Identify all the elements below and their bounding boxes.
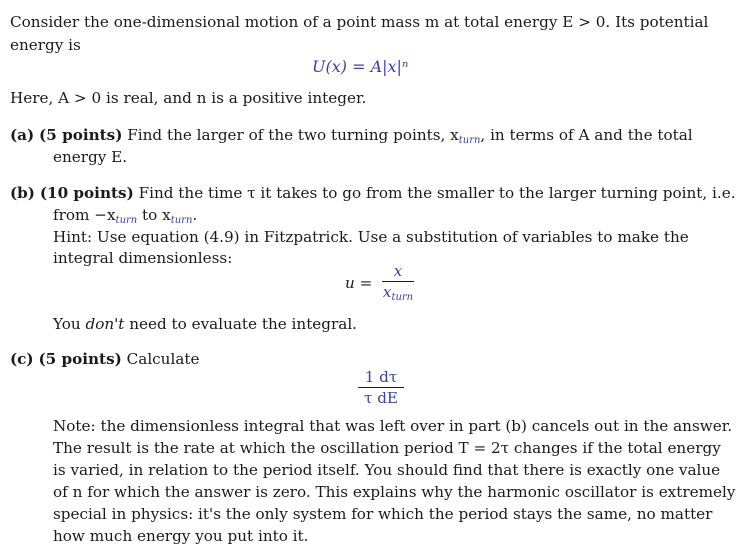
part-a-text-1b: , in terms of A and the total: [480, 126, 693, 144]
part-a-sub: turn: [458, 135, 481, 146]
u-fraction: [382, 262, 414, 307]
part-c-note-line-4: [53, 482, 736, 502]
part-b-note-b: need to evaluate the integral.: [124, 315, 358, 333]
part-c-note-line-2: [53, 438, 721, 458]
intro-text-2: energy is: [10, 36, 81, 54]
part-b-text-2b: to x: [137, 206, 171, 224]
u-equation-lhs-text: u =: [345, 274, 373, 292]
part-a-text-2: energy E.: [53, 148, 128, 166]
part-b-text-1: Find the time τ it takes to go from the smaller to the larger turning point, i.e.: [138, 184, 736, 202]
intro-line-2: [10, 35, 81, 55]
c-fraction-numerator: 1 dτ: [364, 368, 398, 386]
c-fraction-denominator: τ dE: [363, 389, 399, 407]
part-c-note-text-5: special in physics: it's the only system for which the period stays the same, no matter: [53, 505, 713, 523]
part-b-line-1: [10, 183, 736, 203]
part-b-text-2a: from −x: [53, 206, 116, 224]
part-b-note-a: You: [53, 315, 86, 333]
part-b-label: (b): [10, 184, 35, 202]
part-c-note-text-2: The result is the rate at which the oscillation period T = 2τ changes if the total energy: [53, 439, 721, 457]
part-b-sub-2: turn: [170, 215, 193, 226]
part-a-label: (a): [10, 126, 35, 144]
part-b-text-2c: .: [192, 206, 198, 224]
part-b-sub-1: turn: [115, 215, 138, 226]
u-fraction-denominator: [382, 283, 414, 307]
part-c-note-text-1: Note: the dimensionless integral that was left over in part (b) cancels out in the answer.: [53, 417, 733, 435]
part-b-hint-1: [53, 227, 689, 247]
part-b-points: (10 points): [39, 184, 134, 202]
u-fraction-numerator: x: [393, 262, 403, 280]
part-b-hint-text-2: integral dimensionless:: [53, 249, 233, 267]
part-c-line-1: [10, 349, 199, 369]
part-c-points: (5 points): [38, 350, 122, 368]
c-fraction: [358, 368, 404, 407]
part-c-note-line-5: [53, 504, 711, 524]
part-b-hint-2: [53, 248, 232, 268]
part-b-hint-text-1: Hint: Use equation (4.9) in Fitzpatrick. Use a substitution of variables to make the: [53, 228, 689, 246]
u-equation-lhs: [345, 274, 372, 292]
part-c-note-text-6: how much energy you put into it.: [53, 527, 309, 545]
intro-here-text: Here, A > 0 is real, and n is a positive integer.: [10, 89, 367, 107]
part-a-points: (5 points): [39, 126, 123, 144]
part-c-note-text-4: of n for which the answer is zero. This explains why the harmonic oscillator is extremely: [53, 483, 736, 501]
part-c-label: (c): [10, 350, 34, 368]
part-c-note-line-1: [53, 416, 733, 436]
u-fraction-den-x: x: [382, 283, 392, 301]
intro-line-1: [10, 12, 708, 32]
part-c-note-line-6: [53, 526, 308, 546]
intro-here-line: [10, 88, 366, 108]
part-a-text-1: Find the larger of the two turning points, x: [127, 126, 459, 144]
part-b-note: [53, 314, 357, 334]
part-c-note-line-3: [53, 460, 721, 480]
part-a-line-2: [53, 147, 127, 167]
intro-text-1: Consider the one-dimensional motion of a point mass m at total energy E > 0. Its potential: [10, 13, 709, 31]
u-fraction-bar: [382, 281, 414, 282]
c-fraction-bar: [358, 387, 404, 388]
potential-equation-text: U(x) = A|x|ⁿ: [312, 57, 409, 76]
u-fraction-den-sub: turn: [391, 292, 414, 303]
part-c-note-text-3: is varied, in relation to the period itself. You should find that there is exactly one value: [53, 461, 721, 479]
part-c-text-1: Calculate: [126, 350, 200, 368]
potential-equation: [312, 57, 408, 76]
part-b-note-em: don't: [85, 315, 125, 333]
